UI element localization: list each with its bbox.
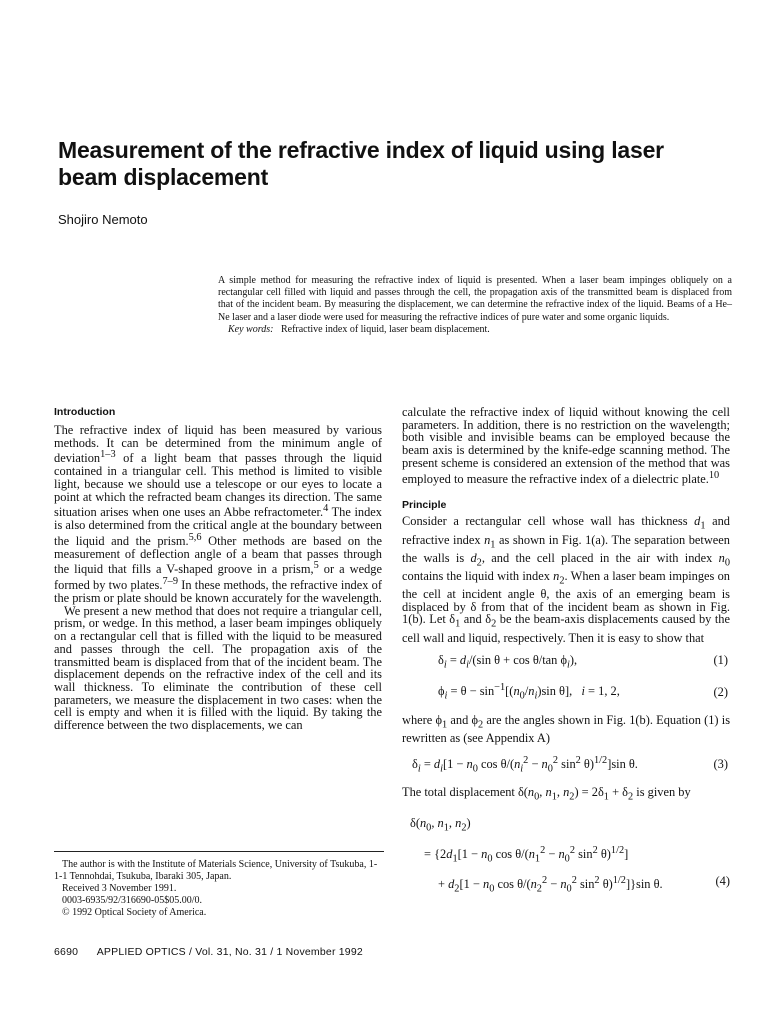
principle-paragraph-2: where $\phi_1$ and $\phi_2$ are the angles shown in Fig. 1(b). Equation (1) is rewritten as (see Appendix A) [402,712,731,745]
equation-4-number: (4) [715,874,730,889]
paper-title: Measurement of the refractive index of liquid using laser beam displacement [58,137,664,191]
author-name: Shojiro Nemoto [58,212,148,227]
equation-4-line-1: $\delta(n_0$, $n_1$, $n_2$) [410,816,471,834]
section-heading-introduction: Introduction [54,406,116,418]
principle-paragraph-3: The total displacement $\delta(n_0$, $n_1$, $n_2) = 2\delta_1 + \delta_2$ is given by [402,784,691,803]
page-footer [54,946,363,958]
footnote-received: Received 3 November 1991. [62,883,177,894]
principle-paragraph-1: Consider a rectangular cell whose wall has thickness $d_1$ and refractive index $n_1$ as shown in Fig. 1(a). The separation between the walls is $d_2$, and the cell placed in the air with index $n_0$ contains the liquid with index $n_2$. When a laser beam impinges on the cell at incident angle θ, the axis of an emerging beam is displaced by δ from that of the incident beam as shown in Fig. 1(b). Let $\delta_1$ and $\delta_2$ be the beam-axis displacements caused by the cell wall and liquid, respectively. Then it is easy to show that [402,514,730,645]
equation-4 [402,812,730,901]
abstract-text: A simple method for measuring the refractive index of liquid is presented. When a laser beam impinges obliquely on a rectangular cell filled with liquid and passes through the cell, the propagation axis of the transmitted beam is displaced from that of the incident beam. By measuring the displacement, we can determine the refractive index of the liquid. Beams of a He–Ne laser and a laser diode were used for measuring the refractive indices of pure water and some organic liquids. [218,275,732,323]
keywords-line [218,324,732,336]
equation-4-line-3-body: + $d_2[1 - n_0$ $\cos \theta/(n_2^2 - n_0^2$ $\sin^2 \theta)^{1/2}]\}\sin$ θ. [438,875,663,895]
section-heading-principle: Principle [402,499,447,512]
intro-paragraph-1: The refractive index of liquid has been measured by various methods. It can be determined from the minimum angle of deviation$^{1-3}$ of a light beam that passes through the liquid contained in a triangular cell. This method is limited to visible light, because we should use a telescope or our eyes to locate a point at which the refracted beam changes its direction. The same situation arises when one uses an Abbe refractometer.$^4$ The index is also determined from the critical angle at the boundary between the liquid and the prism.$^{5,6}$ Other methods are based on the measurement of deflection angle of a beam that passes through the liquid that fills a V-shaped groove in a prism,$^5$ or a wedge formed by two plates.$^{7-9}$ In these methods, the refractive index of the prism or plate should be known accurately for the wavelength. [54,423,382,606]
equation-3 [402,755,730,776]
keywords-label: Key words: [228,323,274,335]
journal-citation: APPLIED OPTICS / Vol. 31, No. 31 / 1 November 1992 [96,946,363,958]
equation-2 [402,682,730,703]
page-number: 6690 [54,946,79,958]
left-column [54,406,382,732]
equation-1-number: (1) [713,653,728,668]
equation-1-body: $\delta_i = d_i/(\sin$ θ + cos θ/tan $\phi_i$), [438,653,578,671]
equation-4-line-3 [402,870,730,901]
footnote-affiliation: The author is with the Institute of Materials Science, University of Tsukuba, 1-1-1 Tennohdai, Tsukuba, Ibaraki 305, Japan. [54,859,378,882]
right-column [402,406,730,901]
equation-3-number: (3) [713,756,728,771]
footnote-code: 0003-6935/92/316690-05$05.00/0. [62,895,202,906]
intro-paragraph-2: We present a new method that does not require a triangular cell, prism, or wedge. In this method, a laser beam impinges obliquely on a rectangular cell that is filled with the liquid to be measured and passes through the cell. The propagation axis of the transmitted beam is displaced from that of the incident beam. The displacement depends on the refractive index of the cell and its wall thickness. To eliminate the contribution of these cell parameters, we measure the displacement in two cases: when the cell is empty and when it is filled with the liquid. By taking the difference between the two displacements, we can [54,603,382,733]
abstract [218,275,732,336]
keywords-text: Refractive index of liquid, laser beam displacement. [280,323,490,335]
equation-3-body: $\delta_i = d_i[1 - n_0$ $\cos \theta/(n_i^2 - n_0^2$ $\sin^2 \theta)^{1/2}]\sin$ θ. [412,754,638,775]
equation-4-line-2: = {$2d_1[1 - n_0$ $\cos \theta/(n_1^2 - n_0^2$ $\sin^2 \theta)^{1/2}$] [424,844,629,865]
footnote-copyright: © 1992 Optical Society of America. [62,907,207,918]
equation-2-body: $\phi_i = \theta - \sin^{-1}[(n_0/n_i)\sin$ θ], i = 1, 2, [438,682,620,703]
intro-paragraph-3: calculate the refractive index of liquid without knowing the cell parameters. In addition, there is no restriction on the wavelength; both visible and invisible beams can be employed because the beam axis is determined by the knife-edge scanning method. The present scheme is considered an extension of the method that was employed to measure the refractive index of a dielectric plate.$^{10}$ [402,405,730,486]
equation-2-number: (2) [713,684,728,699]
equation-1 [402,654,730,672]
footnote [54,859,384,919]
footnote-divider [54,851,384,852]
